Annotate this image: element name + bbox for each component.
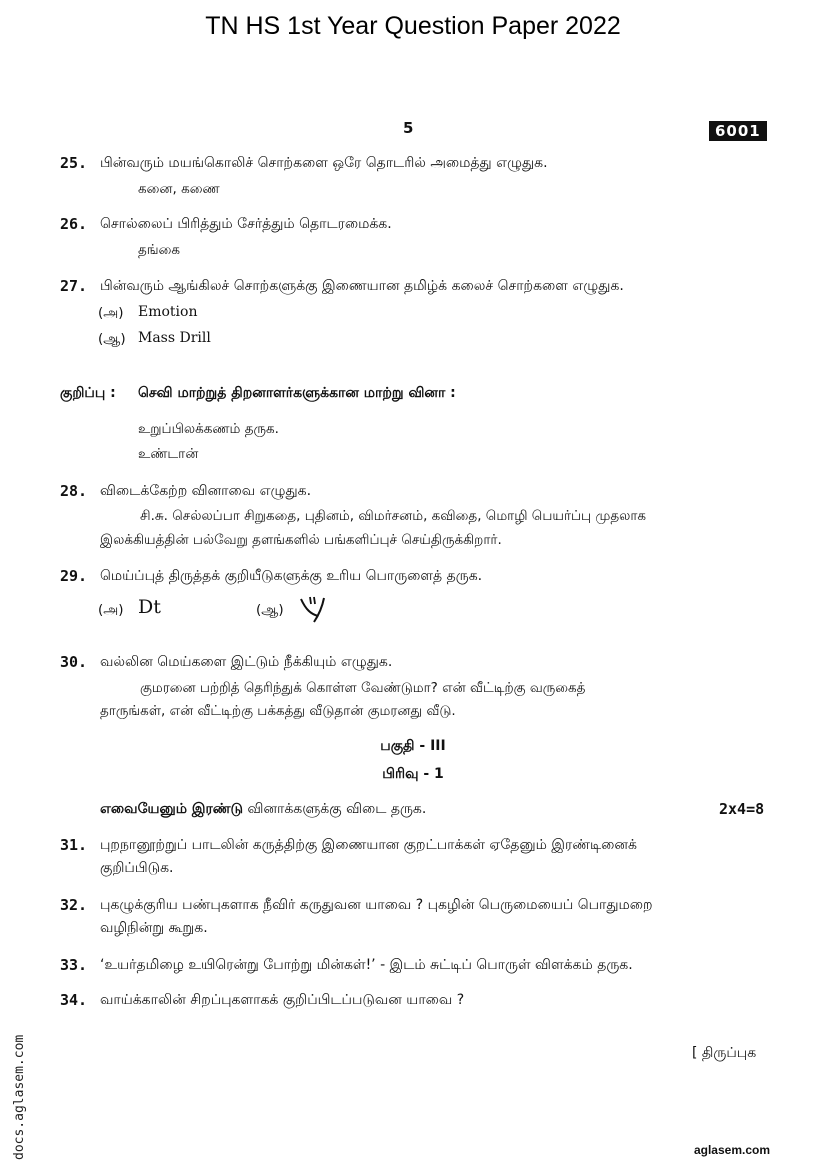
question-text: சொல்லைப் பிரித்தும் சேர்த்தும் தொடரமைக்க. [100, 216, 392, 232]
question-number: 30. [60, 653, 88, 671]
question-number: 32. [60, 896, 88, 914]
section-part: பகுதி - III [380, 738, 446, 754]
note-text: செவி மாற்றுத் திறனாளர்களுக்கான மாற்று வினா : [138, 385, 456, 401]
paper-code-badge: 6001 [709, 121, 767, 141]
section-instruction [100, 801, 426, 819]
option-label: (ஆ) [98, 331, 126, 347]
question-number: 31. [60, 836, 88, 854]
question-text: புகழுக்குரிய பண்புகளாக நீவிர் கருதுவன யாவை ? புகழின் பெருமையைப் பொதுமறை [100, 897, 653, 913]
question-passage-line: இலக்கியத்தின் பல்வேறு தளங்களில் பங்களிப்புச் செய்திருக்கிறார். [100, 532, 502, 548]
question-passage-line: சி.சு. செல்லப்பா சிறுகதை, புதினம், விமர்சனம், கவிதை, மொழி பெயர்ப்பு முதலாக [140, 508, 647, 524]
question-text: பின்வரும் மயங்கொலிச் சொற்களை ஒரே தொடரில் அமைத்து எழுதுக. [100, 155, 548, 171]
footer-brand[interactable]: aglasem.com [693, 1143, 770, 1157]
note-line: உறுப்பிலக்கணம் தருக. [138, 421, 279, 437]
option-label: (அ) [98, 305, 124, 321]
option-label: (அ) [98, 602, 124, 618]
marks-label: 2x4=8 [719, 800, 765, 818]
question-number: 27. [60, 277, 88, 295]
question-number: 33. [60, 956, 88, 974]
turn-over-note: [ திருப்புக [692, 1045, 757, 1061]
option-label: (ஆ) [256, 602, 284, 618]
question-sub-text: தங்கை [138, 242, 181, 258]
side-watermark: docs.aglasem.com [12, 1034, 27, 1160]
question-text: பின்வரும் ஆங்கிலச் சொற்களுக்கு இணையான தமிழ்க் கலைச் சொற்களை எழுதுக. [100, 278, 624, 294]
question-text: புறநானூற்றுப் பாடலின் கருத்திற்கு இணையான குறட்பாக்கள் ஏதேனும் இரண்டினைக் [100, 837, 637, 853]
question-number: 28. [60, 482, 88, 500]
question-text: ‘உயர்தமிழை உயிரென்று போற்று மின்கள்!’ - இடம் சுட்டிப் பொருள் விளக்கம் தருக. [100, 957, 633, 973]
note-label: குறிப்பு : [60, 385, 116, 401]
question-text: மெய்ப்புத் திருத்தக் குறியீடுகளுக்கு உரிய பொருளைத் தருக. [100, 568, 483, 584]
question-number: 34. [60, 991, 88, 1009]
question-sub-text: கனை, கணை [138, 181, 220, 197]
question-text: விடைக்கேற்ற வினாவை எழுதுக. [100, 483, 312, 499]
question-passage-line: தாருங்கள், என் வீட்டிற்கு பக்கத்து வீடுதான் குமரனது வீடு. [100, 703, 456, 719]
instruction-text: வினாக்களுக்கு விடை தருக. [243, 801, 427, 817]
question-text: வல்லின மெய்களை இட்டும் நீக்கியும் எழுதுக. [100, 654, 393, 670]
page-number: 5 [403, 119, 414, 137]
question-text: வாய்க்காலின் சிறப்புகளாகக் குறிப்பிடப்படுவன யாவை ? [100, 992, 465, 1008]
question-number: 25. [60, 154, 88, 172]
proofreading-mark-icon [298, 594, 328, 624]
section-division: பிரிவு - 1 [382, 766, 444, 782]
question-text: வழிநின்று கூறுக. [100, 920, 208, 936]
question-number: 29. [60, 567, 88, 585]
question-number: 26. [60, 215, 88, 233]
option-text: Mass Drill [138, 330, 211, 346]
question-passage-line: குமரனை பற்றித் தெரிந்துக் கொள்ள வேண்டுமா? என் வீட்டிற்கு வருகைத் [140, 680, 586, 696]
question-text: குறிப்பிடுக. [100, 860, 174, 876]
option-text: Emotion [138, 304, 198, 320]
instruction-emphasis: எவையேனும் இரண்டு [100, 801, 244, 817]
option-text: Dt [138, 596, 161, 618]
note-line: உண்டான் [138, 446, 199, 462]
page-title: TN HS 1st Year Question Paper 2022 [205, 12, 621, 40]
